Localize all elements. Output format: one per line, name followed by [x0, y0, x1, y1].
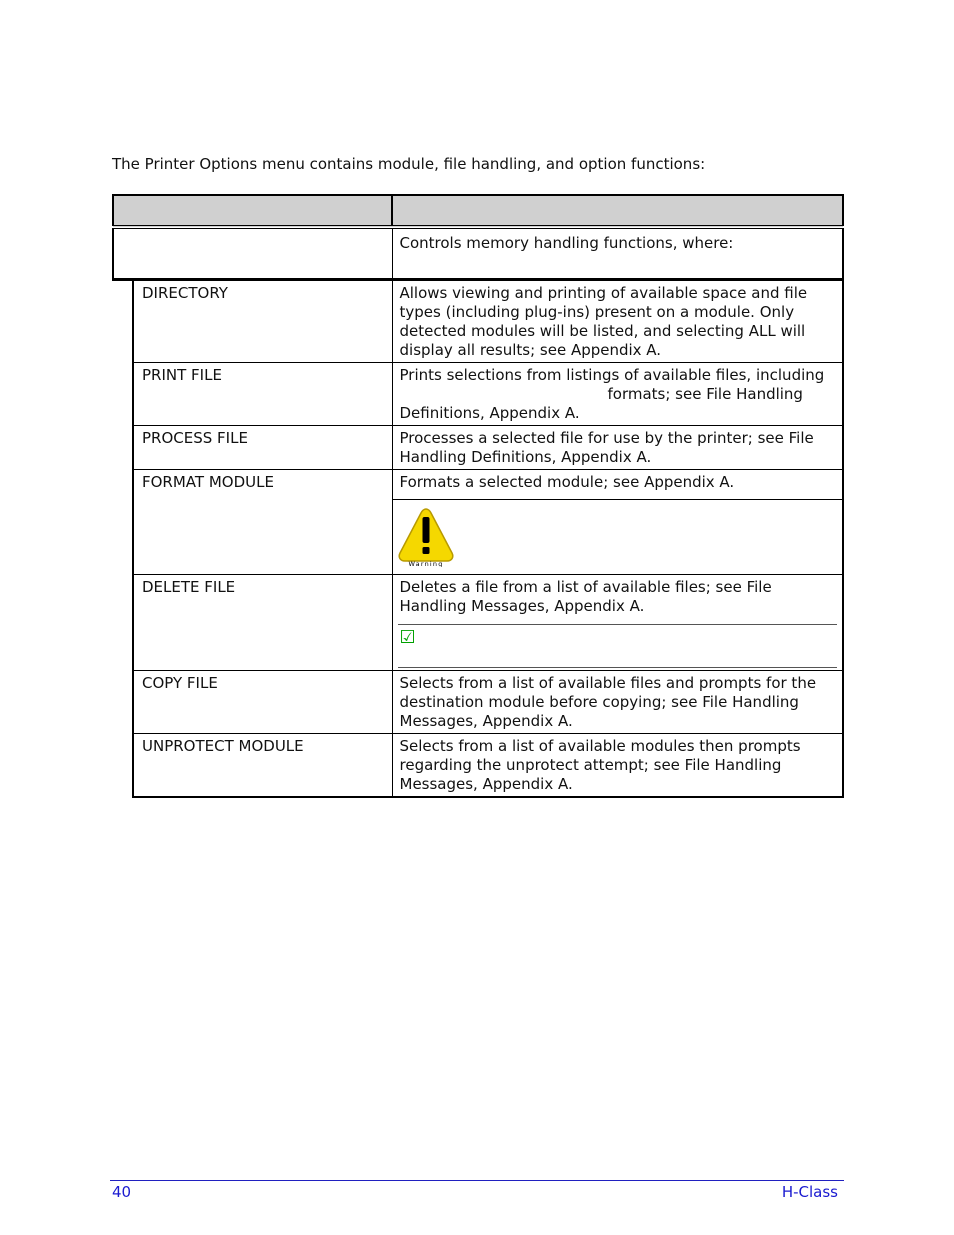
table-row-process-file	[113, 426, 843, 470]
header-cell-description	[392, 195, 843, 227]
delete-file-text: Deletes a file from a list of available files; see File Handling Messages, Appendix A.	[399, 578, 772, 615]
table-row-delete-file	[113, 575, 843, 671]
checkbox-note-icon: ☑	[399, 627, 416, 648]
warning-box	[393, 499, 843, 572]
item-name: UNPROTECT MODULE	[133, 734, 392, 798]
item-description: Processes a selected file for use by the printer; see File Handling Definitions, Appendix A.	[392, 426, 843, 470]
item-name: PROCESS FILE	[133, 426, 392, 470]
item-description	[392, 363, 843, 426]
memory-files-cell	[113, 227, 392, 280]
table-row-copy-file	[113, 671, 843, 734]
warning-icon-label: Warning	[407, 560, 444, 567]
intro-text: The Printer Options menu contains module, file handling, and option functions:	[112, 155, 706, 173]
table-header-row	[113, 195, 843, 227]
item-description	[392, 575, 843, 671]
item-name: DELETE FILE	[133, 575, 392, 671]
table-row-directory	[113, 280, 843, 363]
table-row-unprotect-module	[113, 734, 843, 798]
memory-files-description: Controls memory handling functions, where:	[392, 227, 843, 280]
format-module-text: Formats a selected module; see Appendix A.	[399, 473, 735, 491]
item-name: COPY FILE	[133, 671, 392, 734]
printer-options-table	[112, 194, 844, 798]
table-row-format-module	[113, 470, 843, 575]
item-description	[392, 470, 843, 575]
table-row-print-file	[113, 363, 843, 426]
warning-icon	[397, 507, 455, 567]
item-description: Allows viewing and printing of available space and file types (including plug-ins) present on a module. Only detected modules will be listed, and selecting ALL will display all results; see Appendix A.	[392, 280, 843, 363]
table-row	[113, 227, 843, 280]
item-name: FORMAT MODULE	[133, 470, 392, 575]
item-name: DIRECTORY	[133, 280, 392, 363]
header-cell-name	[113, 195, 392, 227]
item-name: PRINT FILE	[133, 363, 392, 426]
print-file-desc-part2: formats; see File Handling Definitions, Appendix A.	[399, 385, 803, 422]
page-number: 40	[112, 1183, 132, 1201]
item-description: Selects from a list of available modules then prompts regarding the unprotect attempt; see File Handling Messages, Appendix A.	[392, 734, 843, 798]
item-description: Selects from a list of available files and prompts for the destination module before copying; see File Handling Messages, Appendix A.	[392, 671, 843, 734]
footer-divider	[110, 1180, 844, 1181]
print-file-desc-part1: Prints selections from listings of available files, including	[399, 366, 825, 384]
product-name: H-Class	[781, 1183, 838, 1201]
note-box	[398, 624, 838, 668]
